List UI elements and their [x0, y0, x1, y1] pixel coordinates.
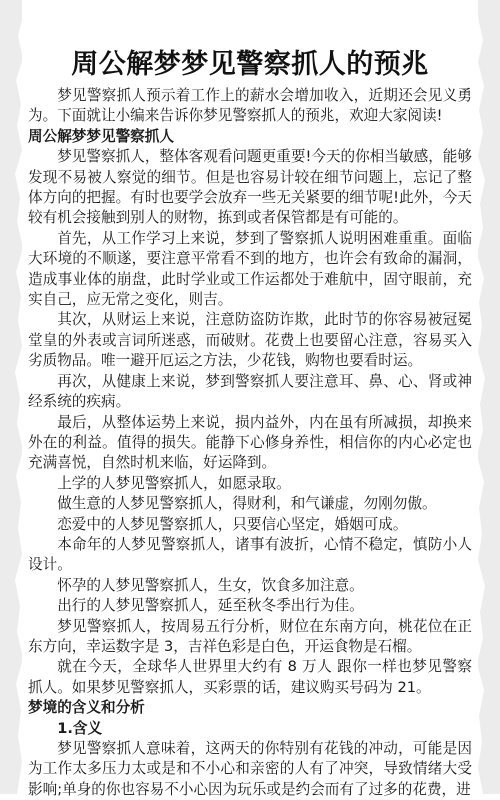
document-sheet [22, 0, 478, 798]
paragraph-travel: 出行的人梦见警察抓人，延至秋冬季出行为佳。 [57, 597, 364, 615]
paragraph-pregnant: 怀孕的人梦见警察抓人，生女，饮食多加注意。 [57, 576, 364, 594]
paragraph-overview: 梦见警察抓人，整体客观看问题更重要!今天的你相当敏感，能够发现不易被人察觉的细节。但是也容易计较在细节问题上，忘记了整体方向的把握。有时也要学会放弃一些无关紧要的细节呢!此外，今天较有机会接触到别人的财物，拣到或者保管都是有可能的。 [28, 148, 472, 227]
paragraph-work: 首先，从工作学习上来说，梦到了警察抓人说明困难重重。面临大环境的不顺遂，要注意平常看不到的地方，也许会有致命的漏洞，造成事业体的崩盘，此时学业或工作运都处于难航中，固守眼前，充实自己，应无常之变化，则吉。 [28, 229, 472, 309]
subheading-meaning: 1.含义 [57, 719, 103, 737]
paragraph-five-elements: 梦见警察抓人，按周易五行分析，财位在东南方向，桃花位在正东方向，幸运数字是 3，吉祥色彩是白色，开运食物是石榴。 [28, 617, 472, 655]
paragraph-zodiac-year: 本命年的人梦见警察抓人，诸事有波折，心情不稳定，慎防小人设计。 [28, 535, 472, 574]
paragraph-meaning: 梦见警察抓人意味着，这两天的你特别有花钱的冲动，可能是因为工作太多压力太或是和不小心和亲密的人有了冲突，导致情绪大受影响;单身的你也容易不小心因为玩乐或是约会而有了过多的花费，进 [28, 740, 472, 798]
section-heading-dream: 周公解梦梦见警察抓人 [28, 127, 174, 145]
paragraph-today: 就在今天，全球华人世界里大约有 8 万人 跟你一样也梦见警察抓人。如果梦见警察抓人，买彩票的话，建议购买号码为 21。 [28, 658, 472, 696]
torn-edge-left [0, 0, 24, 794]
paragraph-wealth: 其次，从财运上来说，注意防盗防诈欺，此时节的你容易被冠冕堂皇的外表或言词所迷惑，而破财。花费上也要留心注意，容易买入劣质物品。唯一避开厄运之方法，少花钱，购物也要看时运。 [28, 311, 472, 370]
paragraph-overall: 最后，从整体运势上来说，损内益外，内在虽有所减损，却换来外在的利益。值得的损失。能静下心修身养性，相信你的内心必定也充满喜悦，自然时机来临，好运降到。 [28, 413, 472, 472]
section-heading-meaning: 梦境的含义和分析 [28, 699, 145, 717]
torn-edge-right [476, 0, 500, 794]
intro-paragraph: 梦见警察抓人预示着工作上的薪水会增加收入，近期还会见义勇为。下面就让小编来告诉你梦见警察抓人的预兆，欢迎大家阅读! [28, 87, 472, 125]
page-title: 周公解梦梦见警察抓人的预兆 [71, 49, 429, 80]
paragraph-students: 上学的人梦见警察抓人，如愿录取。 [57, 474, 291, 492]
paragraph-business: 做生意的人梦见警察抓人，得财利，和气谦虚，勿刚勿傲。 [57, 495, 437, 513]
article-body [28, 86, 472, 800]
paragraph-love: 恋爱中的人梦见警察抓人，只要信心坚定，婚姻可成。 [57, 515, 408, 533]
paragraph-health: 再次，从健康上来说，梦到警察抓人要注意耳、鼻、心、肾或神经系统的疾病。 [28, 372, 472, 411]
